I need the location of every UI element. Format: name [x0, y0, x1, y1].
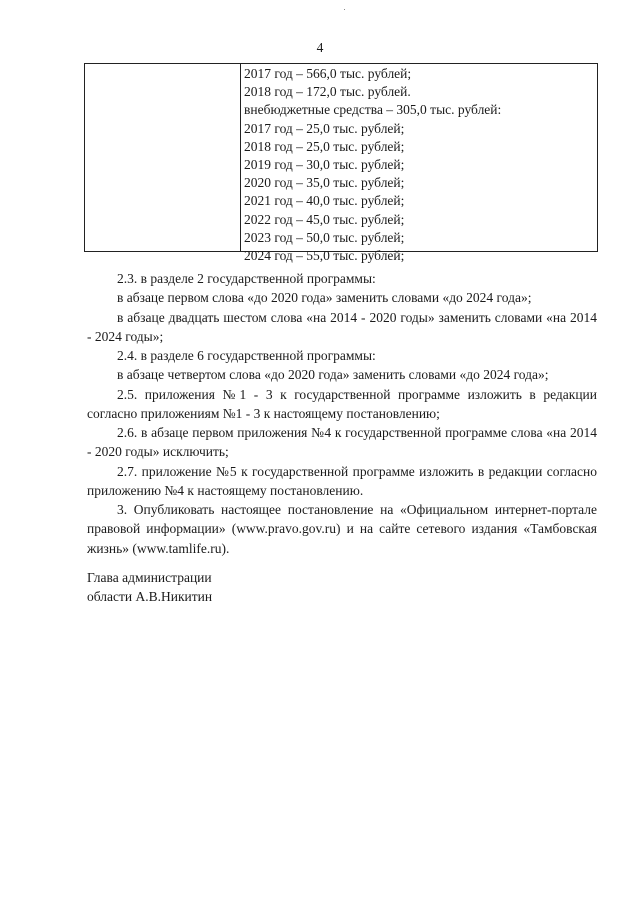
- document-body: [87, 269, 597, 558]
- paragraph-2-7: 2.7. приложение №5 к государственной программе изложить в редакции согласно приложению №4 к настоящему постановлению.: [87, 463, 597, 498]
- table-line: 2024 год – 55,0 тыс. рублей;: [244, 247, 405, 263]
- table-line: 2017 год – 566,0 тыс. рублей;: [244, 66, 412, 81]
- paragraph-2-4: 2.4. в разделе 6 государственной программы:: [117, 348, 376, 363]
- paragraph-2-4-item-1: в абзаце четвертом слова «до 2020 года» заменить словами «до 2024 года»;: [117, 367, 549, 383]
- signature-name: области А.В.Никитин: [87, 589, 213, 604]
- page-number: 4: [316, 40, 324, 55]
- table-line: 2019 год – 30,0 тыс. рублей;: [244, 156, 405, 172]
- table-line: внебюджетные средства – 305,0 тыс. рублей:: [244, 102, 502, 118]
- table-line: 2023 год – 50,0 тыс. рублей;: [244, 229, 405, 245]
- scan-speck: [344, 9, 345, 10]
- table-line: 2018 год – 172,0 тыс. рублей.: [244, 84, 411, 100]
- table-line: 2020 год – 35,0 тыс. рублей;: [244, 175, 405, 191]
- signature-block: [87, 568, 212, 606]
- table-line: 2022 год – 45,0 тыс. рублей;: [244, 211, 405, 227]
- table-line: 2018 год – 25,0 тыс. рублей;: [244, 138, 405, 154]
- paragraph-3: 3. Опубликовать настоящее постановление на «Официальном интернет-портале правовой информации» (www.pravo.gov.ru) и на сайте сетевого издания «Тамбовская жизнь» (www.tamlife.ru).: [87, 502, 597, 556]
- paragraph-2-3-item-2: в абзаце двадцать шестом слова «на 2014 - 2020 годы» заменить словами «на 2014 - 2024 годы»;: [87, 309, 597, 344]
- funding-table-cell: [244, 65, 593, 265]
- paragraph-2-3: 2.3. в разделе 2 государственной программы:: [117, 271, 376, 286]
- signature-title: Глава администрации: [87, 570, 212, 585]
- paragraph-2-3-item-1: в абзаце первом слова «до 2020 года» заменить словами «до 2024 года»;: [117, 290, 532, 306]
- table-line: 2017 год – 25,0 тыс. рублей;: [244, 120, 405, 136]
- paragraph-2-5: 2.5. приложения №1 - 3 к государственной программе изложить в редакции согласно приложениям №1 - 3 к настоящему постановлению;: [87, 386, 597, 421]
- funding-table: [84, 63, 598, 263]
- paragraph-2-6: 2.6. в абзаце первом приложения №4 к государственной программе слова «на 2014 - 2020 годы» исключить;: [87, 425, 597, 460]
- table-line: 2021 год – 40,0 тыс. рублей;: [244, 193, 405, 209]
- table-column-divider: [240, 64, 241, 251]
